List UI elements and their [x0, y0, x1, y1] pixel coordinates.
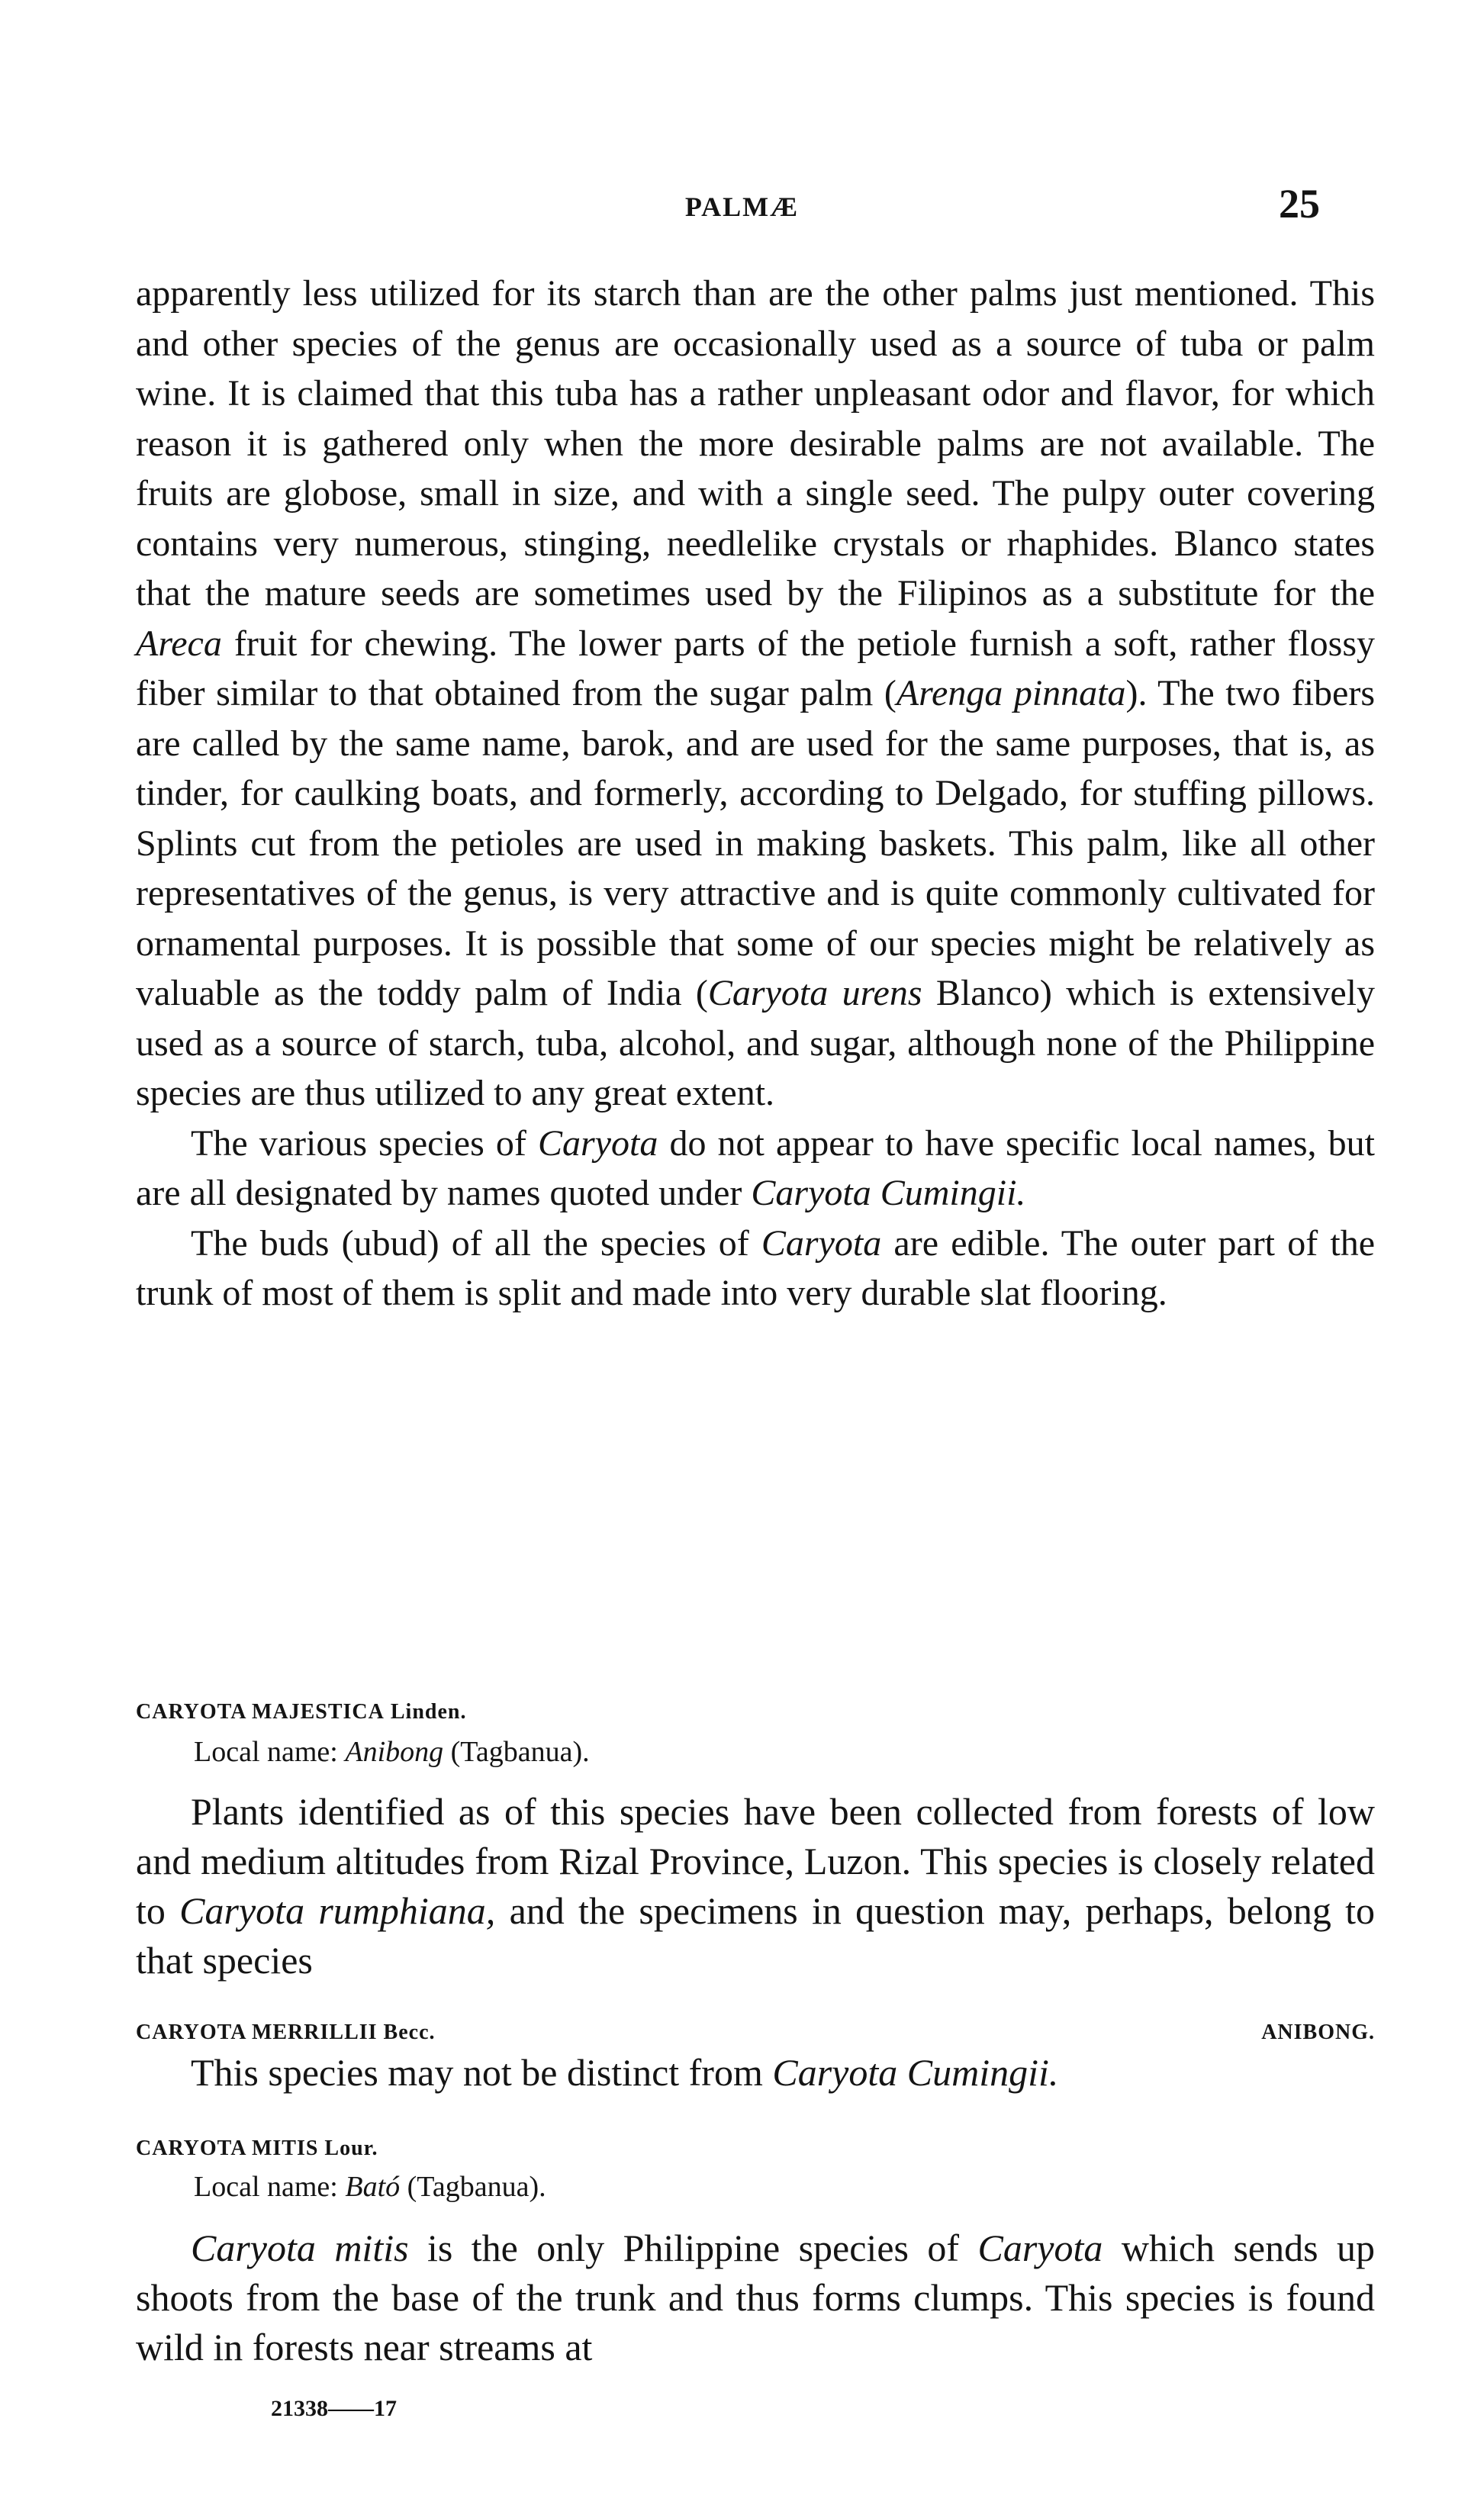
- running-head: [0, 180, 1484, 226]
- paragraph-edible-buds: The buds (ubud) of all the species of Caryota are edible. The outer part of the trunk of most of them is split and made into very durable slat flooring.: [136, 1222, 1376, 1313]
- running-title: PALMÆ: [684, 192, 800, 222]
- species-majestica: [136, 1700, 1375, 1985]
- species-heading: CARYOTA MITIS Lour.: [136, 2136, 378, 2160]
- local-name-line: Local name: Anibong (Tagbanua).: [194, 1736, 590, 1768]
- species-mitis: [136, 2136, 1375, 2372]
- species-description: This species may not be distinct from Caryota Cumingii.: [191, 2051, 1059, 2094]
- species-heading: CARYOTA MAJESTICA Linden.: [136, 1700, 467, 1724]
- signature-code: 21338——17: [271, 2396, 397, 2421]
- species-merrillii: [136, 2021, 1375, 2098]
- species-description: Plants identified as of this species have been collected from forests of low and medium altitudes from Rizal Province, Luzon. This species is closely related to Caryota rumphiana, and the specimens in question may, perhaps, belong to that species: [136, 1790, 1375, 1982]
- local-name-right: ANIBONG.: [1261, 2021, 1375, 2044]
- paragraph-local-names: The various species of Caryota do not appear to have specific local names, but are all designated by names quoted under Caryota Cumingii.: [136, 1122, 1376, 1213]
- species-heading: CARYOTA MERRILLII Becc. ANIBONG.: [136, 2021, 1375, 2044]
- paragraph-palm-uses: apparently less utilized for its starch than are the other palms just mentioned. This and other species of the genus are occasionally used as a source of tuba or palm wine. It is claimed that this tuba has a rather unpleasant odor and flavor, for which reason it is gathered only when the more desirable palms are not available. The fruits are globose, small in size, and with a single seed. The pulpy outer covering contains very numerous, stinging, needlelike crystals or rhaphides. Blanco states that the mature seeds are sometimes used by the Filipinos as a substitute for the Areca fruit for chewing. The lower parts of the petiole furnish a soft, rather flossy fiber similar to that obtained from the sugar palm (Arenga pinnata). The two fibers are called by the same name, barok, and are used for the same purposes, that is, as tinder, for caulking boats, and formerly, according to Delgado, for stuffing pillows. Splints cut from the petioles are used in making baskets. This palm, like all other representatives of the genus, is very attractive and is quite commonly cultivated for ornamental purposes. It is possible that some of our species might be relatively as valuable as the toddy palm of India (Caryota urens Blanco) which is extensively used as a source of starch, tuba, alcohol, and sugar, although none of the Philippine species are thus utilized to any great extent.: [136, 273, 1376, 1113]
- species-description: Caryota mitis is the only Philippine species of Caryota which sends up shoots from the base of the trunk and thus forms clumps. This species is found wild in forests near streams at: [136, 2227, 1375, 2368]
- local-name-line: Local name: Bató (Tagbanua).: [194, 2171, 546, 2203]
- page-number: 25: [1279, 181, 1320, 227]
- main-text: [136, 269, 1375, 1319]
